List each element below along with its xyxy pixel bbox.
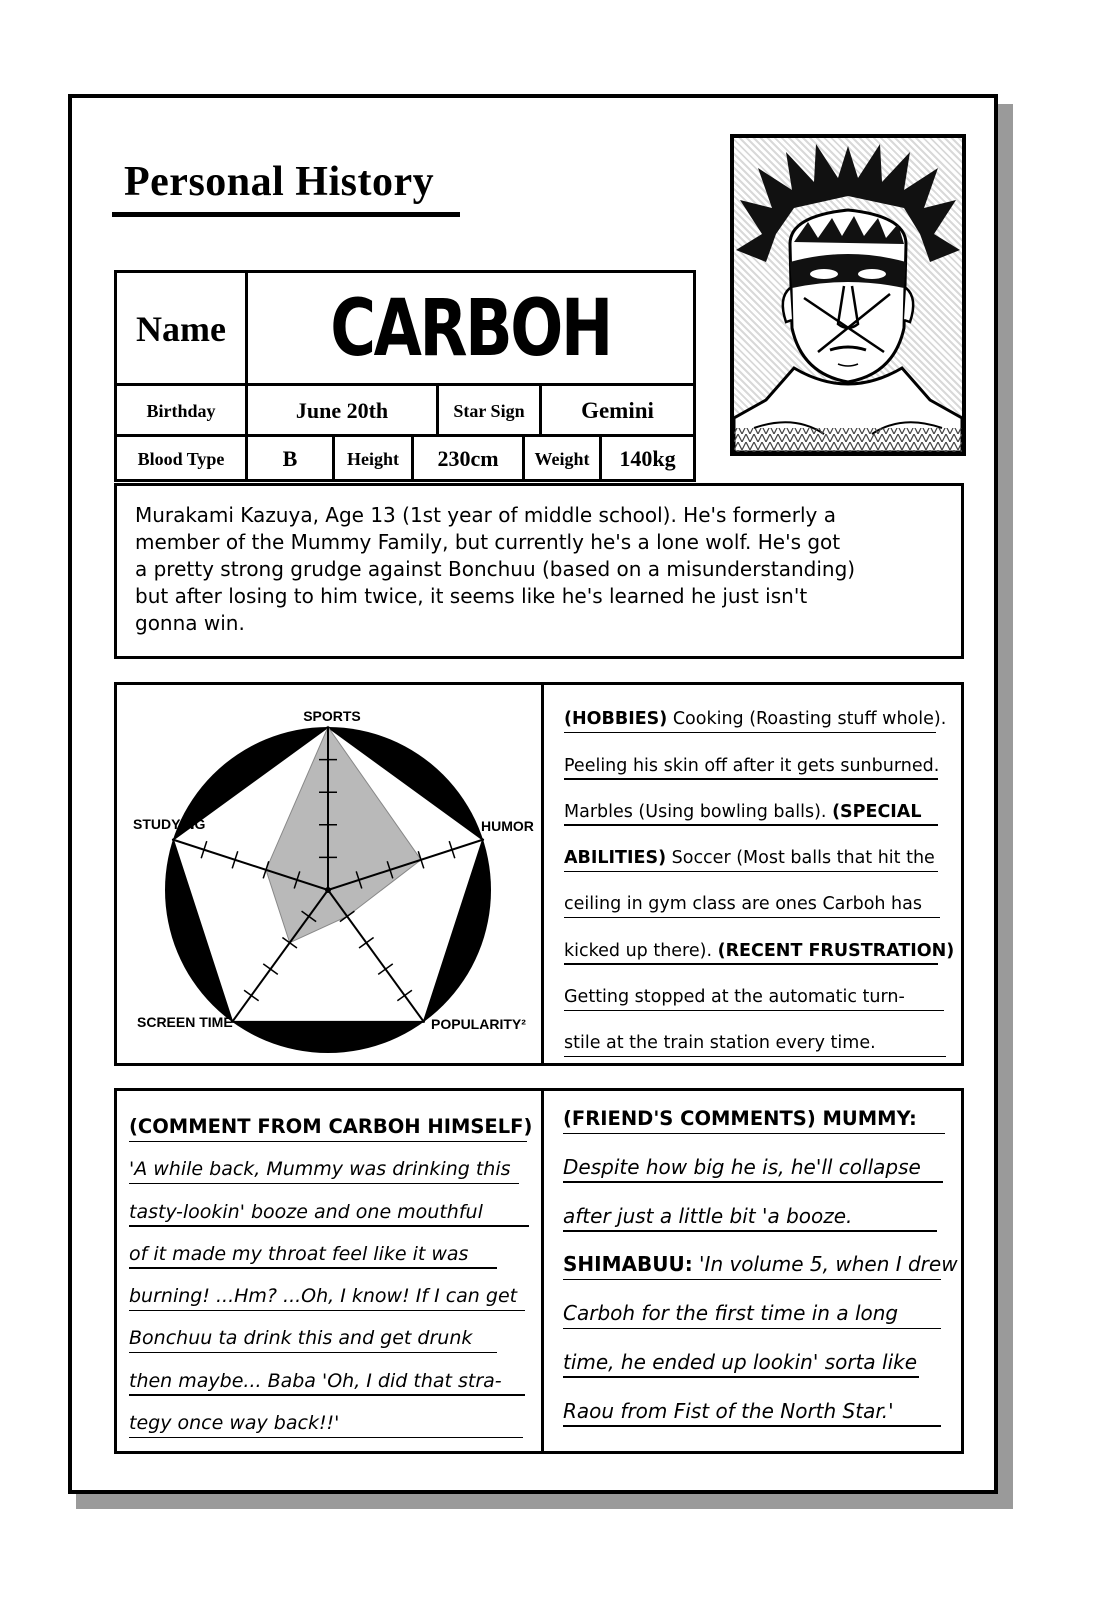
axis-label-popularity: POPULARITY² [431, 1016, 526, 1032]
friend-comment-line: 'In volume 5, when I drew [692, 1252, 958, 1277]
weight-label: Weight [534, 448, 590, 469]
self-comment-line: then maybe... Baba 'Oh, I did that stra- [129, 1369, 502, 1392]
description-box [114, 483, 964, 659]
self-comment-line: tegy once way back!!' [129, 1412, 340, 1435]
self-comment-heading: (COMMENT FROM CARBOH HIMSELF) [129, 1115, 533, 1138]
hobby-text: stile at the train station every time. [564, 1033, 876, 1054]
axis-label-humor: HUMOR [481, 818, 534, 834]
info-table [114, 270, 696, 482]
radar-center [325, 887, 331, 893]
hobby-line [564, 782, 954, 828]
hobby-line [564, 920, 954, 966]
self-comment-line: burning! ...Hm? ...Oh, I know! If I can get [129, 1285, 518, 1308]
axis-label-screen-time: SCREEN TIME [137, 1014, 233, 1030]
friend-comment-line: Raou from Fist of the North Star.' [563, 1398, 894, 1423]
radar-chart [117, 685, 541, 1063]
profile-card [68, 94, 998, 1494]
self-comment-line: of it made my throat feel like it was [129, 1242, 469, 1265]
hobby-heading: (SPECIAL [832, 801, 922, 822]
self-comment-line: tasty-lookin' booze and one mouthful [129, 1200, 483, 1223]
friend-comment-line: Carboh for the first time in a long [563, 1301, 899, 1326]
hobby-text: Cooking (Roasting stuff whole). [667, 709, 947, 730]
hobby-line [564, 828, 954, 874]
friend-comment-line: after just a little bit 'a booze. [563, 1203, 853, 1228]
character-portrait [730, 134, 966, 456]
hobby-text: Soccer (Most balls that hit the [666, 848, 935, 869]
hobby-text: Peeling his skin off after it gets sunburned. [564, 755, 940, 776]
hobby-heading: (RECENT FRUSTRATION) [717, 940, 955, 961]
birthday-value: June 20th [295, 398, 389, 423]
description-line: but after losing to him twice, it seems like he's learned he just isn't [135, 584, 808, 608]
hobby-line [564, 874, 954, 920]
star-sign-value: Gemini [581, 398, 654, 423]
hobbies-text [564, 689, 954, 1059]
hobby-heading: ABILITIES) [564, 848, 667, 869]
height-value: 230cm [437, 446, 499, 471]
friend-comments-panel [563, 1095, 958, 1428]
axis-label-studying: STUDYING [133, 816, 206, 832]
friend-comment-line: Despite how big he is, he'll collapse [563, 1154, 921, 1179]
blood-type-label: Blood Type [137, 448, 225, 469]
height-label: Height [347, 448, 399, 469]
description-line: gonna win. [135, 611, 245, 635]
comments-section [114, 1088, 964, 1454]
description-line: Murakami Kazuya, Age 13 (1st year of middle school). He's formerly a [135, 503, 836, 527]
blood-type-value: B [282, 446, 298, 471]
friend-comment-line: time, he ended up lookin' sorta like [563, 1349, 918, 1374]
stats-section [114, 682, 964, 1066]
radar-chart-panel [117, 685, 544, 1063]
hobby-line [564, 1013, 954, 1059]
self-comment-line: Bonchuu ta drink this and get drunk [129, 1327, 473, 1350]
page-title: Personal History [124, 159, 435, 205]
axis-label-sports: SPORTS [303, 708, 361, 724]
title-underline [112, 212, 460, 217]
hobby-text: ceiling in gym class are ones Carboh has [564, 894, 922, 915]
hobby-line [564, 689, 954, 735]
weight-value: 140kg [619, 446, 676, 471]
self-comment-line: 'A while back, Mummy was drinking this [129, 1158, 511, 1181]
star-sign-label: Star Sign [453, 400, 525, 421]
shimabuu-label: SHIMABUU: [563, 1252, 693, 1277]
birthday-label: Birthday [146, 400, 216, 421]
description-line: member of the Mummy Family, but currently he's a lone wolf. He's got [135, 530, 841, 554]
description-line: a pretty strong grudge against Bonchuu (based on a misunderstanding) [135, 557, 856, 581]
portrait-illustration [734, 138, 962, 452]
friend-comments-heading: (FRIEND'S COMMENTS) MUMMY: [563, 1107, 917, 1130]
hobby-text: Getting stopped at the automatic turn- [564, 987, 905, 1008]
hobby-line [564, 967, 954, 1013]
self-comment-panel [117, 1091, 544, 1451]
hobby-text: kicked up there). [564, 940, 718, 961]
hobby-text: Marbles (Using bowling balls). [564, 801, 833, 822]
hobby-heading: (HOBBIES) [564, 709, 668, 730]
name-value: CARBOH [330, 284, 611, 374]
name-label: Name [136, 309, 226, 349]
hobby-line [564, 735, 954, 781]
